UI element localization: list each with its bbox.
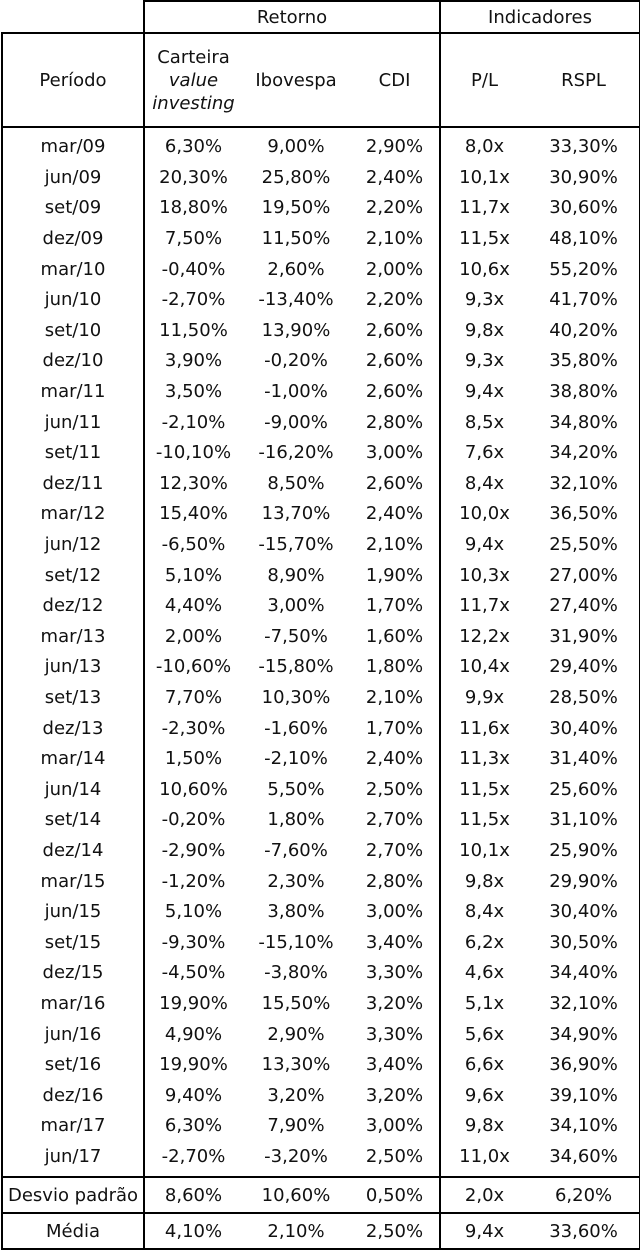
cell-cdi: 3,30% [350,1019,440,1050]
cell-rspl: 35,80% [528,346,640,377]
cell-rspl: 34,90% [528,1019,640,1050]
cell-periodo: set/12 [2,560,144,591]
cell-pl: 10,3x [459,564,510,586]
table-footer [2,1177,640,1249]
cell-cdi: 2,70% [350,836,440,867]
cell-rspl: 31,10% [528,805,640,836]
cell-pl: 11,6x [459,717,510,739]
footer-cdi: 0,50% [350,1177,440,1213]
table-row [2,499,640,530]
cell-periodo: mar/17 [2,1111,144,1142]
table-row [2,866,640,897]
table-row [2,254,640,285]
table-row [2,989,640,1020]
cell-periodo: mar/14 [2,744,144,775]
cell-ibovespa: -7,50% [264,625,328,647]
footer-pl: 9,4x [440,1213,528,1249]
cell-pl: 12,2x [459,625,510,647]
footer-ibovespa: 2,10% [242,1213,350,1249]
cell-periodo: dez/13 [2,713,144,744]
cell-ibovespa: 7,90% [267,1115,325,1137]
table-row [2,1142,640,1178]
cell-periodo: jun/12 [2,530,144,561]
cell-carteira: 19,90% [159,1054,228,1076]
cell-periodo: set/14 [2,805,144,836]
cell-ibovespa: 2,90% [267,1023,325,1045]
cell-periodo: jun/16 [2,1019,144,1050]
footer-row [2,1177,640,1213]
cell-cdi: 2,80% [350,866,440,897]
cell-carteira: -2,30% [161,717,226,739]
cell-ibovespa: -15,10% [258,931,334,953]
cell-cdi: 3,00% [350,1111,440,1142]
cell-carteira: 9,40% [164,1084,223,1106]
cell-cdi: 3,40% [350,927,440,958]
cell-ibovespa: 3,20% [267,1084,325,1106]
col-header-carteira-line3: investing [152,92,235,114]
cell-pl: 11,5x [459,809,510,831]
cell-pl: 9,8x [464,870,505,892]
footer-cdi: 2,50% [350,1213,440,1249]
cell-cdi: 2,60% [350,377,440,408]
cell-rspl: 48,10% [528,224,640,255]
returns-table [1,0,640,1250]
cell-carteira: 15,40% [159,503,228,525]
cell-ibovespa: -3,20% [264,1145,328,1167]
cell-carteira: 12,30% [159,472,228,494]
cell-cdi: 1,80% [350,652,440,683]
cell-pl: 10,1x [459,839,510,861]
cell-rspl: 29,40% [528,652,640,683]
col-header-carteira-line2: value [168,69,219,91]
cell-ibovespa: -2,10% [264,748,328,770]
cell-cdi: 2,70% [350,805,440,836]
cell-cdi: 2,50% [350,774,440,805]
footer-pl: 2,0x [440,1177,528,1213]
footer-carteira: 8,60% [144,1177,242,1213]
cell-periodo: jun/15 [2,897,144,928]
table-row [2,163,640,194]
cell-pl: 8,4x [464,901,505,923]
cell-carteira: 5,10% [164,564,223,586]
table-row [2,744,640,775]
cell-ibovespa: -13,40% [258,289,334,311]
cell-carteira: 7,70% [164,686,223,708]
cell-rspl: 30,50% [528,927,640,958]
cell-carteira: -2,70% [161,1145,226,1167]
cell-rspl: 30,40% [528,713,640,744]
cell-ibovespa: -3,80% [264,962,328,984]
cell-periodo: dez/16 [2,1080,144,1111]
cell-ibovespa: -15,70% [258,534,334,556]
cell-periodo: dez/15 [2,958,144,989]
cell-cdi: 3,40% [350,1050,440,1081]
cell-ibovespa: 3,80% [267,901,325,923]
cell-ibovespa: -9,00% [264,411,328,433]
cell-carteira: 6,30% [164,136,223,158]
cell-periodo: mar/16 [2,989,144,1020]
cell-rspl: 27,00% [528,560,640,591]
cell-rspl: 34,80% [528,407,640,438]
cell-periodo: mar/12 [2,499,144,530]
cell-pl: 9,8x [464,319,505,341]
cell-cdi: 1,90% [350,560,440,591]
cell-ibovespa: -15,80% [258,656,334,678]
cell-rspl: 55,20% [528,254,640,285]
cell-pl: 9,4x [464,381,505,403]
cell-cdi: 3,20% [350,1080,440,1111]
cell-periodo: jun/17 [2,1142,144,1178]
cell-pl: 8,4x [464,472,505,494]
cell-cdi: 2,20% [350,193,440,224]
table-row [2,193,640,224]
cell-cdi: 1,70% [350,713,440,744]
cell-cdi: 3,30% [350,958,440,989]
cell-cdi: 3,20% [350,989,440,1020]
table-row [2,805,640,836]
cell-carteira: 2,00% [164,625,223,647]
cell-pl: 11,3x [459,748,510,770]
cell-ibovespa: 8,90% [267,564,325,586]
cell-pl: 6,2x [464,931,505,953]
cell-cdi: 3,00% [350,897,440,928]
cell-carteira: -10,60% [155,656,232,678]
cell-carteira: -4,50% [161,962,226,984]
cell-cdi: 2,40% [350,163,440,194]
cell-periodo: jun/14 [2,774,144,805]
cell-periodo: set/13 [2,683,144,714]
group-header-retorno: Retorno [144,1,440,33]
cell-pl: 11,7x [459,595,510,617]
cell-ibovespa: -1,00% [264,381,328,403]
cell-cdi: 2,40% [350,499,440,530]
cell-ibovespa: 15,50% [261,992,331,1014]
col-header-cdi: CDI [350,33,440,127]
cell-pl: 9,9x [464,686,505,708]
cell-rspl: 32,10% [528,469,640,500]
cell-carteira: -2,90% [161,839,226,861]
cell-periodo: jun/09 [2,163,144,194]
cell-cdi: 2,20% [350,285,440,316]
cell-pl: 11,5x [459,778,510,800]
table-row [2,1050,640,1081]
cell-pl: 9,6x [464,1084,505,1106]
cell-ibovespa: -16,20% [258,442,334,464]
table-row [2,897,640,928]
footer-carteira: 4,10% [144,1213,242,1249]
cell-rspl: 30,60% [528,193,640,224]
cell-cdi: 2,60% [350,316,440,347]
footer-label: Desvio padrão [2,1177,144,1213]
cell-carteira: 20,30% [159,166,228,188]
cell-rspl: 34,10% [528,1111,640,1142]
cell-ibovespa: 11,50% [261,228,331,250]
cell-rspl: 38,80% [528,377,640,408]
table-row [2,591,640,622]
footer-rspl: 33,60% [528,1213,640,1249]
cell-pl: 9,8x [464,1115,505,1137]
cell-cdi: 1,60% [350,622,440,653]
footer-row [2,1213,640,1249]
cell-ibovespa: 8,50% [267,472,325,494]
cell-pl: 4,6x [464,962,505,984]
cell-pl: 10,1x [459,166,510,188]
cell-carteira: -1,20% [161,870,226,892]
cell-ibovespa: -1,60% [264,717,328,739]
cell-cdi: 2,60% [350,469,440,500]
cell-carteira: 4,90% [164,1023,223,1045]
cell-carteira: -9,30% [161,931,226,953]
group-header-indicadores: Indicadores [440,1,640,33]
cell-cdi: 1,70% [350,591,440,622]
cell-ibovespa: 25,80% [261,166,331,188]
cell-ibovespa: 10,30% [261,686,331,708]
table-row [2,438,640,469]
cell-rspl: 31,40% [528,744,640,775]
cell-rspl: 33,30% [528,127,640,163]
cell-periodo: dez/14 [2,836,144,867]
cell-rspl: 29,90% [528,866,640,897]
cell-carteira: 3,90% [164,350,223,372]
cell-pl: 6,6x [464,1054,505,1076]
cell-carteira: -0,40% [161,258,226,280]
cell-rspl: 25,90% [528,836,640,867]
cell-rspl: 36,90% [528,1050,640,1081]
footer-ibovespa: 10,60% [242,1177,350,1213]
cell-carteira: 6,30% [164,1115,223,1137]
cell-carteira: 3,50% [164,381,223,403]
cell-carteira: 18,80% [159,197,228,219]
cell-pl: 5,6x [464,1023,505,1045]
cell-periodo: mar/09 [2,127,144,163]
cell-cdi: 2,10% [350,530,440,561]
cell-periodo: jun/11 [2,407,144,438]
cell-cdi: 2,00% [350,254,440,285]
table-row [2,377,640,408]
table-row [2,713,640,744]
cell-periodo: mar/15 [2,866,144,897]
col-header-periodo: Período [2,33,144,127]
cell-pl: 10,6x [459,258,510,280]
cell-periodo: set/09 [2,193,144,224]
table-row [2,622,640,653]
cell-rspl: 28,50% [528,683,640,714]
cell-rspl: 27,40% [528,591,640,622]
cell-ibovespa: 1,80% [267,809,325,831]
table-row [2,469,640,500]
cell-periodo: set/10 [2,316,144,347]
cell-carteira: 19,90% [159,992,228,1014]
col-header-carteira [144,33,242,127]
cell-pl: 5,1x [464,992,505,1014]
col-header-rspl: RSPL [528,33,640,127]
cell-ibovespa: -0,20% [264,350,328,372]
cell-rspl: 36,50% [528,499,640,530]
cell-rspl: 25,50% [528,530,640,561]
cell-pl: 10,4x [459,656,510,678]
cell-rspl: 30,40% [528,897,640,928]
table-row [2,530,640,561]
cell-periodo: dez/10 [2,346,144,377]
cell-cdi: 2,50% [350,1142,440,1178]
cell-carteira: 1,50% [164,748,223,770]
cell-rspl: 41,70% [528,285,640,316]
cell-ibovespa: -7,60% [264,839,328,861]
table-row [2,1080,640,1111]
table-row [2,927,640,958]
cell-pl: 9,3x [464,289,505,311]
cell-ibovespa: 5,50% [267,778,325,800]
cell-carteira: 4,40% [164,595,223,617]
cell-cdi: 2,10% [350,224,440,255]
cell-rspl: 30,90% [528,163,640,194]
cell-rspl: 34,40% [528,958,640,989]
cell-ibovespa: 2,60% [267,258,325,280]
cell-ibovespa: 13,30% [261,1054,331,1076]
table-body [2,127,640,1177]
cell-cdi: 2,40% [350,744,440,775]
cell-carteira: -6,50% [161,534,226,556]
table-row [2,774,640,805]
cell-pl: 10,0x [459,503,510,525]
table-row [2,836,640,867]
cell-ibovespa: 2,30% [267,870,325,892]
cell-rspl: 32,10% [528,989,640,1020]
col-header-ibovespa: Ibovespa [242,33,350,127]
cell-carteira: -10,10% [155,442,232,464]
cell-carteira: 5,10% [164,901,223,923]
table-row [2,316,640,347]
table-row [2,1019,640,1050]
cell-periodo: set/15 [2,927,144,958]
table-row [2,127,640,163]
table-row [2,285,640,316]
cell-pl: 7,6x [464,442,505,464]
table-row [2,958,640,989]
table-row [2,224,640,255]
cell-rspl: 34,60% [528,1142,640,1178]
cell-periodo: set/16 [2,1050,144,1081]
cell-rspl: 34,20% [528,438,640,469]
cell-pl: 9,3x [464,350,505,372]
table-row [2,560,640,591]
cell-pl: 11,0x [459,1145,510,1167]
col-header-carteira-line1: Carteira [157,46,230,68]
cell-pl: 11,5x [459,228,510,250]
cell-pl: 11,7x [459,197,510,219]
cell-carteira: -0,20% [161,809,226,831]
cell-ibovespa: 19,50% [261,197,331,219]
cell-rspl: 39,10% [528,1080,640,1111]
cell-pl: 9,4x [464,534,505,556]
cell-rspl: 31,90% [528,622,640,653]
cell-pl: 8,5x [464,411,505,433]
cell-periodo: set/11 [2,438,144,469]
cell-carteira: 7,50% [164,228,223,250]
cell-cdi: 2,80% [350,407,440,438]
cell-cdi: 2,90% [350,127,440,163]
footer-label: Média [2,1213,144,1249]
cell-carteira: -2,10% [161,411,226,433]
cell-cdi: 2,60% [350,346,440,377]
cell-ibovespa: 13,90% [261,319,331,341]
cell-cdi: 3,00% [350,438,440,469]
footer-rspl: 6,20% [528,1177,640,1213]
table-row [2,1111,640,1142]
col-header-pl: P/L [440,33,528,127]
cell-periodo: jun/13 [2,652,144,683]
header-corner [2,1,144,33]
cell-rspl: 25,60% [528,774,640,805]
cell-ibovespa: 3,00% [267,595,325,617]
cell-periodo: mar/10 [2,254,144,285]
cell-periodo: jun/10 [2,285,144,316]
table-row [2,346,640,377]
cell-ibovespa: 9,00% [267,136,325,158]
cell-periodo: mar/13 [2,622,144,653]
cell-pl: 8,0x [464,136,505,158]
table-row [2,407,640,438]
table-row [2,683,640,714]
cell-cdi: 2,10% [350,683,440,714]
cell-rspl: 40,20% [528,316,640,347]
cell-periodo: dez/09 [2,224,144,255]
cell-carteira: -2,70% [161,289,226,311]
cell-periodo: dez/11 [2,469,144,500]
cell-periodo: mar/11 [2,377,144,408]
cell-periodo: dez/12 [2,591,144,622]
cell-carteira: 10,60% [159,778,228,800]
table-row [2,652,640,683]
cell-carteira: 11,50% [159,319,228,341]
cell-ibovespa: 13,70% [261,503,331,525]
